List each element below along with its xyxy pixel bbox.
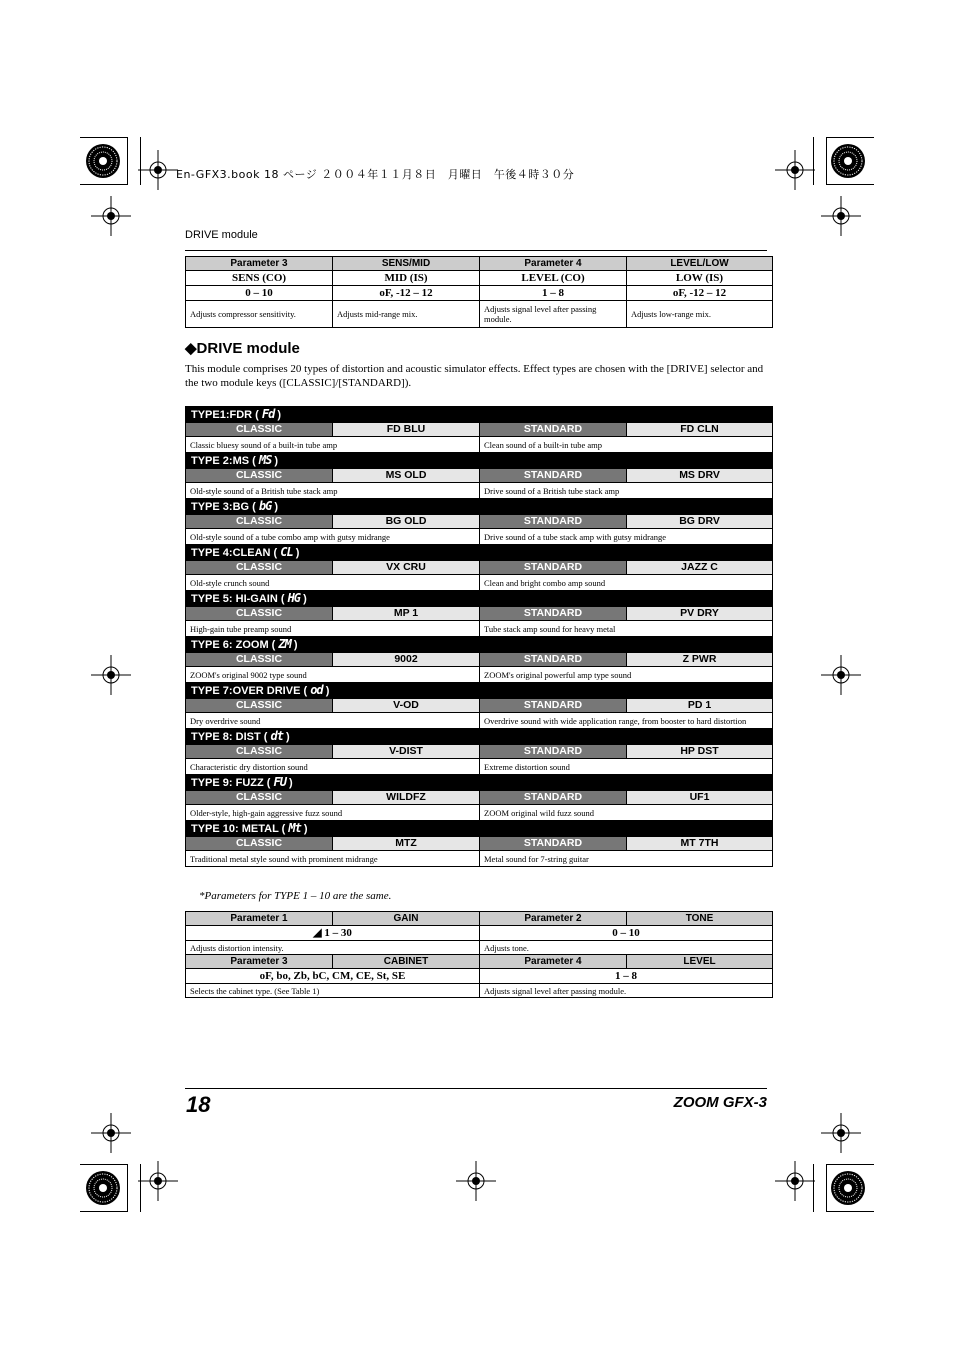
classic-effect-name: 9002 [333, 653, 480, 667]
type-title-row [186, 775, 773, 791]
type-title [186, 591, 773, 607]
lcd-display-icon: HG [287, 591, 301, 605]
param-description: Adjusts mid-range mix. [333, 301, 480, 328]
param-header: CABINET [333, 955, 480, 969]
type-title-text: TYPE 7:OVER DRIVE ( [191, 685, 308, 697]
type-description-row [186, 483, 773, 499]
standard-description: Extreme distortion sound [480, 759, 773, 775]
standard-effect-name: HP DST [627, 745, 773, 759]
type-description-row [186, 621, 773, 637]
classic-label: CLASSIC [186, 561, 333, 575]
standard-effect-name: Z PWR [627, 653, 773, 667]
param-range: 1 – 8 [480, 286, 627, 301]
registration-mark-icon [138, 1161, 178, 1201]
registration-mark-icon [456, 1161, 496, 1201]
type-description-row [186, 529, 773, 545]
type-title-close: ) [277, 409, 282, 421]
standard-description: Tube stack amp sound for heavy metal [480, 621, 773, 637]
classic-effect-name: MTZ [333, 837, 480, 851]
product-name: ZOOM GFX-3 [673, 1094, 767, 1111]
registration-mark-icon [775, 1161, 815, 1201]
standard-description: ZOOM original wild fuzz sound [480, 805, 773, 821]
type-label-row [186, 515, 773, 529]
classic-label: CLASSIC [186, 607, 333, 621]
classic-description: High-gain tube preamp sound [186, 621, 480, 637]
param-range: 0 – 10 [480, 926, 773, 941]
type-title-row [186, 591, 773, 607]
type-title-text: TYPE 2:MS ( [191, 455, 256, 467]
classic-effect-name: V-DIST [333, 745, 480, 759]
standard-effect-name: PV DRY [627, 607, 773, 621]
type-title-row [186, 499, 773, 515]
classic-label: CLASSIC [186, 791, 333, 805]
type-title-row [186, 545, 773, 561]
classic-label: CLASSIC [186, 745, 333, 759]
type-description-row [186, 713, 773, 729]
param-table-top [185, 256, 773, 328]
standard-effect-name: UF1 [627, 791, 773, 805]
type-title-row [186, 683, 773, 699]
classic-description: Old-style crunch sound [186, 575, 480, 591]
type-label-row [186, 469, 773, 483]
param-description: Adjusts distortion intensity. [186, 941, 480, 955]
registration-mark-icon [821, 196, 861, 236]
type-label-row [186, 653, 773, 667]
param-range: oF, -12 – 12 [333, 286, 480, 301]
classic-label: CLASSIC [186, 699, 333, 713]
type-title-text: TYPE 3:BG ( [191, 501, 256, 513]
type-title [186, 453, 773, 469]
type-title-close: ) [325, 685, 330, 697]
type-label-row [186, 837, 773, 851]
type-title [186, 683, 773, 699]
param-header: Parameter 4 [480, 257, 627, 271]
lcd-display-icon: CL [280, 545, 293, 559]
classic-effect-name: MS OLD [333, 469, 480, 483]
starburst-mark-icon [831, 144, 865, 178]
type-description-row [186, 667, 773, 683]
module-description: This module comprises 20 types of distortion and acoustic simulator effects. Effect types are chosen with the [DRIVE] selector and the two module keys ([CLASSIC]/[STANDARD]). [185, 363, 764, 389]
classic-effect-name: VX CRU [333, 561, 480, 575]
standard-label: STANDARD [480, 653, 627, 667]
standard-effect-name: FD CLN [627, 423, 773, 437]
type-title-text: TYPE 10: METAL ( [191, 823, 286, 835]
type-title [186, 729, 773, 745]
lcd-display-icon: dt [270, 729, 283, 743]
standard-description: Clean sound of a built-in tube amp [480, 437, 773, 453]
lcd-display-icon: bG [258, 499, 272, 513]
drive-types-table [185, 406, 773, 867]
param-description: Adjusts signal level after passing module. [480, 984, 773, 998]
param-range: oF, -12 – 12 [627, 286, 773, 301]
type-title-close: ) [289, 777, 293, 789]
registration-mark-icon [91, 196, 131, 236]
type-label-row [186, 561, 773, 575]
registration-mark-icon [91, 655, 131, 695]
param-header: LEVEL [627, 955, 773, 969]
param-header: GAIN [333, 912, 480, 926]
param-range: oF, bo, Zb, bC, CM, CE, St, SE [186, 969, 480, 984]
type-title [186, 545, 773, 561]
registration-mark-icon [821, 655, 861, 695]
standard-label: STANDARD [480, 423, 627, 437]
diamond-bullet-icon: ◆ [185, 340, 197, 357]
type-title-close: ) [285, 731, 290, 743]
type-title-text: TYPE 9: FUZZ ( [191, 777, 271, 789]
standard-description: Metal sound for 7-string guitar [480, 851, 773, 867]
standard-description: Clean and bright combo amp sound [480, 575, 773, 591]
registration-mark-icon [821, 1113, 861, 1153]
classic-label: CLASSIC [186, 515, 333, 529]
standard-label: STANDARD [480, 745, 627, 759]
lcd-display-icon: MS [258, 453, 272, 467]
standard-description: Drive sound of a British tube stack amp [480, 483, 773, 499]
classic-description: Characteristic dry distortion sound [186, 759, 480, 775]
standard-effect-name: MS DRV [627, 469, 773, 483]
classic-description: Dry overdrive sound [186, 713, 480, 729]
param-header: Parameter 3 [186, 257, 333, 271]
param-name: LOW (IS) [627, 271, 773, 286]
param-description: Adjusts low-range mix. [627, 301, 773, 328]
classic-effect-name: FD BLU [333, 423, 480, 437]
type-description-row [186, 437, 773, 453]
type-title-row [186, 453, 773, 469]
type-description-row [186, 575, 773, 591]
type-title-close: ) [303, 823, 308, 835]
param-description: Adjusts tone. [480, 941, 773, 955]
type-label-row [186, 423, 773, 437]
section-label: DRIVE module [185, 229, 258, 241]
standard-label: STANDARD [480, 607, 627, 621]
classic-description: Older-style, high-gain aggressive fuzz sound [186, 805, 480, 821]
type-title-text: TYPE 4:CLEAN ( [191, 547, 278, 559]
page-number: 18 [186, 1092, 211, 1117]
param-name: MID (IS) [333, 271, 480, 286]
standard-label: STANDARD [480, 469, 627, 483]
param-header: TONE [627, 912, 773, 926]
type-title [186, 499, 773, 515]
param-header: LEVEL/LOW [627, 257, 773, 271]
type-label-row [186, 699, 773, 713]
lcd-display-icon: Fd [261, 407, 275, 421]
starburst-mark-icon [86, 144, 120, 178]
type-title [186, 821, 773, 837]
classic-description: Traditional metal style sound with prominent midrange [186, 851, 480, 867]
classic-description: ZOOM's original 9002 type sound [186, 667, 480, 683]
param-range: 0 – 10 [186, 286, 333, 301]
type-title-text: TYPE 5: HI-GAIN ( [191, 593, 285, 605]
classic-label: CLASSIC [186, 653, 333, 667]
type-title-text: TYPE 6: ZOOM ( [191, 639, 276, 651]
param-description: Adjusts compressor sensitivity. [186, 301, 333, 328]
type-title-row [186, 637, 773, 653]
type-label-row [186, 791, 773, 805]
param-table-bottom [185, 911, 773, 998]
standard-effect-name: JAZZ C [627, 561, 773, 575]
param-header: SENS/MID [333, 257, 480, 271]
module-title [185, 339, 300, 357]
footnote: *Parameters for TYPE 1 – 10 are the same. [199, 890, 392, 902]
type-title [186, 775, 773, 791]
classic-effect-name: MP 1 [333, 607, 480, 621]
type-description-row [186, 851, 773, 867]
standard-description: Drive sound of a tube stack amp with gutsy midrange [480, 529, 773, 545]
type-description-row [186, 805, 773, 821]
type-title-close: ) [303, 593, 307, 605]
starburst-mark-icon [831, 1171, 865, 1205]
starburst-mark-icon [86, 1171, 120, 1205]
standard-description: ZOOM's original powerful amp type sound [480, 667, 773, 683]
param-header: Parameter 2 [480, 912, 627, 926]
type-title-row [186, 821, 773, 837]
type-title [186, 637, 773, 653]
footer-rule [185, 1088, 767, 1089]
param-range: ◢ 1 – 30 [186, 926, 480, 941]
param-header: Parameter 4 [480, 955, 627, 969]
param-header: Parameter 3 [186, 955, 333, 969]
type-title-row [186, 407, 773, 423]
classic-effect-name: V-OD [333, 699, 480, 713]
standard-label: STANDARD [480, 515, 627, 529]
registration-mark-icon [138, 150, 178, 190]
classic-description: Old-style sound of a tube combo amp with gutsy midrange [186, 529, 480, 545]
type-label-row [186, 745, 773, 759]
lcd-display-icon: FU [273, 775, 286, 789]
standard-label: STANDARD [480, 791, 627, 805]
classic-label: CLASSIC [186, 837, 333, 851]
classic-description: Classic bluesy sound of a built-in tube amp [186, 437, 480, 453]
type-description-row [186, 759, 773, 775]
registration-mark-icon [775, 150, 815, 190]
standard-label: STANDARD [480, 699, 627, 713]
param-name: SENS (CO) [186, 271, 333, 286]
param-range: 1 – 8 [480, 969, 773, 984]
param-header: Parameter 1 [186, 912, 333, 926]
type-title-text: TYPE1:FDR ( [191, 409, 259, 421]
lcd-display-icon: od [310, 683, 323, 697]
type-title-close: ) [293, 639, 298, 651]
type-title-text: TYPE 8: DIST ( [191, 731, 268, 743]
param-description: Adjusts signal level after passing module. [480, 301, 627, 328]
classic-effect-name: WILDFZ [333, 791, 480, 805]
print-header: En-GFX3.book 18 ページ ２００４年１１月８日 月曜日 午後４時３０分 [176, 168, 575, 181]
type-label-row [186, 607, 773, 621]
type-title-close: ) [274, 455, 279, 467]
classic-description: Old-style sound of a British tube stack amp [186, 483, 480, 499]
standard-description: Overdrive sound with wide application range, from booster to hard distortion [480, 713, 773, 729]
header-rule [185, 250, 767, 251]
type-title [186, 407, 773, 423]
standard-label: STANDARD [480, 561, 627, 575]
lcd-display-icon: Mt [288, 821, 301, 835]
standard-effect-name: PD 1 [627, 699, 773, 713]
param-description: Selects the cabinet type. (See Table 1) [186, 984, 480, 998]
type-title-row [186, 729, 773, 745]
param-name: LEVEL (CO) [480, 271, 627, 286]
type-title-close: ) [295, 547, 300, 559]
classic-label: CLASSIC [186, 423, 333, 437]
standard-label: STANDARD [480, 837, 627, 851]
standard-effect-name: BG DRV [627, 515, 773, 529]
registration-mark-icon [91, 1113, 131, 1153]
standard-effect-name: MT 7TH [627, 837, 773, 851]
type-title-close: ) [274, 501, 279, 513]
module-title-text: DRIVE module [196, 340, 300, 357]
classic-effect-name: BG OLD [333, 515, 480, 529]
classic-label: CLASSIC [186, 469, 333, 483]
lcd-display-icon: ZM [278, 637, 291, 651]
